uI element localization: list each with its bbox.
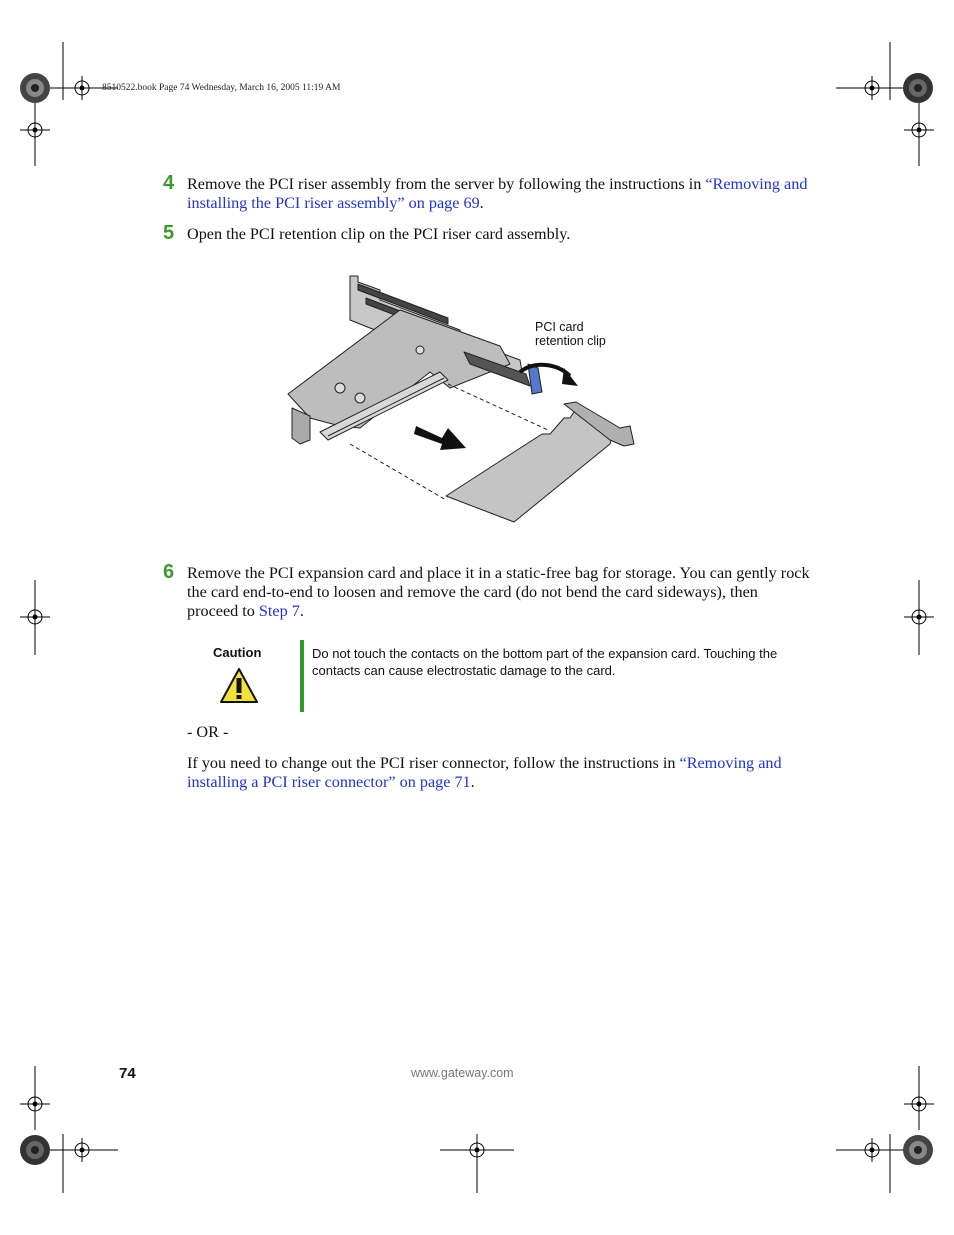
riser-plate (288, 310, 510, 428)
link-pci-riser-connector[interactable]: “Removing and installing a PCI riser connector” on page 71 (187, 754, 782, 791)
screw-hole-1 (335, 383, 345, 393)
guide-line-bottom (350, 444, 446, 500)
step-number-6: 6 (163, 561, 175, 583)
footer-url[interactable]: www.gateway.com (411, 1066, 514, 1080)
step-4-text-start: Remove the PCI riser assembly from the server by following the instructions in (187, 175, 706, 193)
callout-pci-card: PCI card (535, 320, 584, 334)
step-4-text (187, 175, 812, 213)
step-6-text (187, 564, 812, 621)
link-step-7[interactable]: Step 7 (258, 602, 300, 620)
callout-retention-clip: retention clip (535, 334, 606, 348)
clip-open-arrow (520, 365, 570, 376)
step-4-text-end: . (479, 194, 484, 212)
pci-riser-figure (280, 268, 650, 538)
step-5-text: Open the PCI retention clip on the PCI riser card assembly. (187, 225, 571, 243)
step-6-text-start: Remove the PCI expansion card and place it in a static-free bag for storage. You can gently rock the card end-to-end to loosen and remove the card (do not bend the card sideways), then proceed to (187, 564, 810, 620)
step-number-5: 5 (163, 222, 175, 244)
step-6-text-end: . (299, 602, 304, 620)
alternative-text-start: If you need to change out the PCI riser connector, follow the instructions in (187, 754, 680, 772)
removal-arrow (414, 426, 466, 450)
alternative-text-end: . (470, 773, 475, 791)
alternative-text (187, 754, 812, 792)
or-separator: - OR - (187, 723, 229, 741)
screw-hole-2 (355, 393, 365, 403)
screw-hole-3 (416, 346, 424, 354)
step-number-4: 4 (163, 172, 175, 194)
link-pci-riser-assembly[interactable]: “Removing and installing the PCI riser assembly” on page 69 (187, 175, 808, 212)
caution-bar (300, 640, 304, 712)
caution-text: Do not touch the contacts on the bottom part of the expansion card. Touching the contacts can cause electrostatic damage to the card. (312, 646, 778, 678)
caution-warning-icon (219, 667, 259, 705)
page-number: 74 (119, 1065, 136, 1082)
print-header: 8510522.book Page 74 Wednesday, March 16, 2005 11:19 AM (102, 83, 341, 93)
caution-title: Caution (213, 645, 262, 660)
clip-arrow-head (562, 368, 578, 386)
